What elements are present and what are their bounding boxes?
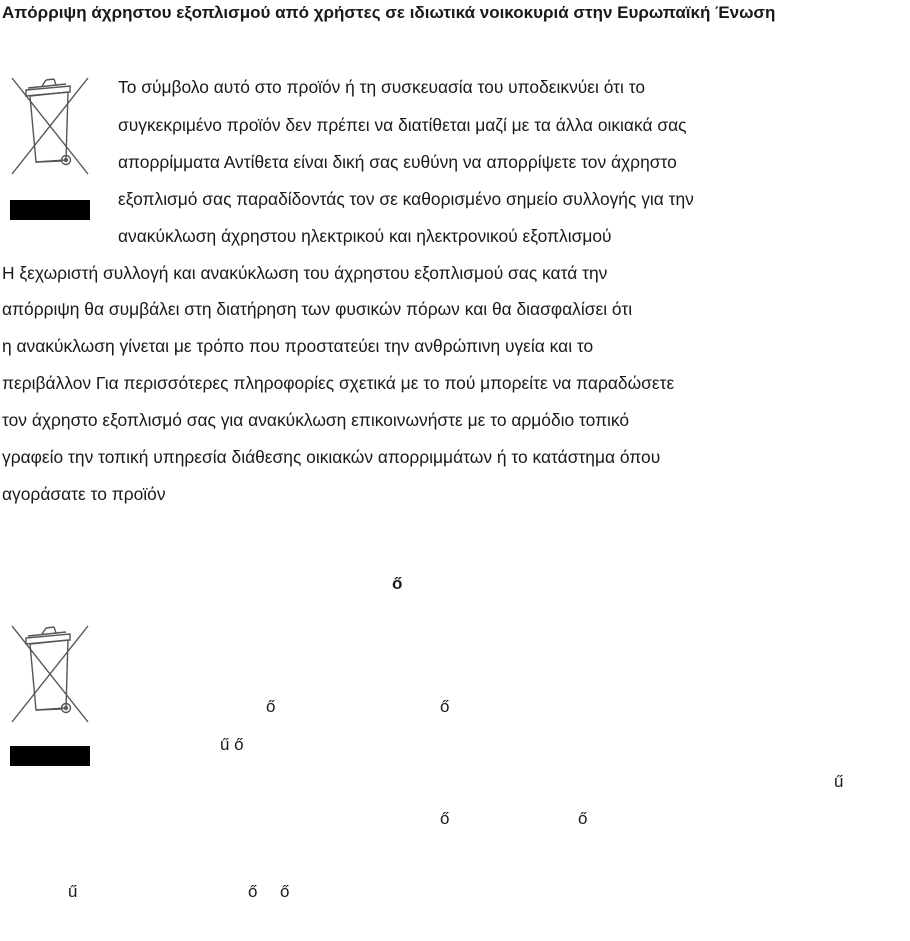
crossed-out-wheelie-bin-icon — [8, 74, 92, 176]
text-fragment: ő — [248, 882, 258, 901]
body-line: τον άχρηστο εξοπλισμό σας για ανακύκλωση επικοινωνήστε με το αρμόδιο τοπικό — [2, 410, 630, 430]
body-line: Η ξεχωριστή συλλογή και ανακύκλωση του άχρηστου εξοπλισμού σας κατά την — [2, 263, 608, 283]
text-fragment: ő — [440, 697, 450, 716]
text-fragment: ű — [834, 772, 844, 791]
crossed-out-wheelie-bin-icon — [8, 622, 92, 724]
body-line: η ανακύκλωση γίνεται με τρόπο που προστατεύει την ανθρώπινη υγεία και το — [2, 336, 594, 356]
intro-line: εξοπλισμό σας παραδίδοντάς τον σε καθορισμένο σημείο συλλογής για την — [118, 189, 694, 209]
weee-black-bar — [10, 200, 90, 220]
intro-line: απορρίμματα Αντίθετα είναι δική σας ευθύνη να απορρίψετε τον άχρηστο — [118, 152, 677, 172]
text-fragment: ő — [440, 809, 450, 828]
body-line: αγοράσατε το προϊόν — [2, 484, 166, 504]
body-line: απόρριψη θα συμβάλει στη διατήρηση των φυσικών πόρων και θα διασφαλίσει ότι — [2, 299, 633, 319]
page-title: Απόρριψη άχρηστου εξοπλισμού από χρήστες σε ιδιωτικά νοικοκυριά στην Ευρωπαϊκή Ένωση — [2, 3, 776, 22]
body-line: γραφείο την τοπική υπηρεσία διάθεσης οικιακών απορριμμάτων ή το κατάστημα όπου — [2, 447, 661, 467]
intro-line: ανακύκλωση άχρηστου ηλεκτρικού και ηλεκτρονικού εξοπλισμού — [118, 226, 612, 246]
text-fragment: ő — [578, 809, 588, 828]
text-fragment: ű ő — [220, 735, 244, 754]
intro-line: συγκεκριμένο προϊόν δεν πρέπει να διατίθεται μαζί με τα άλλα οικιακά σας — [118, 115, 687, 135]
text-fragment: ő — [266, 697, 276, 716]
intro-line: Το σύμβολο αυτό στο προϊόν ή τη συσκευασία του υποδεικνύει ότι το — [118, 77, 646, 97]
text-fragment: ű — [68, 882, 78, 901]
section-heading-fragment: ő — [392, 574, 403, 593]
weee-black-bar — [10, 746, 90, 766]
body-line: περιβάλλον Για περισσότερες πληροφορίες σχετικά με το πού μπορείτε να παραδώσετε — [2, 373, 675, 393]
text-fragment: ő — [280, 882, 290, 901]
